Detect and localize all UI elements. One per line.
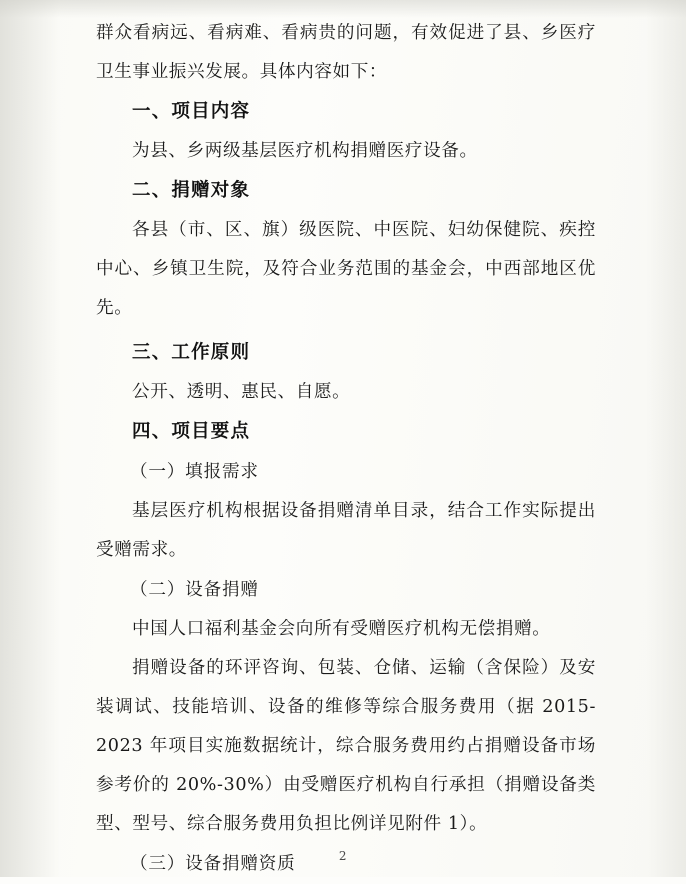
paragraph-intro: 群众看病远、看病难、看病贵的问题，有效促进了县、乡医疗卫生事业振兴发展。具体内容如下： [96,23,596,82]
scan-shadow-right [646,0,686,877]
scan-shadow-left [0,0,60,877]
heading-section-3: 三、工作原则 [132,342,251,363]
document-body [96,14,596,874]
page-number: 2 [338,849,348,863]
subheading-4-2: （二）设备捐赠 [130,580,259,600]
heading-section-2: 二、捐赠对象 [132,180,251,201]
paragraph-section-2-body: 各县（市、区、旗）级医院、中医院、妇幼保健院、疾控中心、乡镇卫生院，及符合业务范围的基金会，中西部地区优先。 [96,220,596,318]
paragraph-section-3-body: 公开、透明、惠民、自愿。 [132,382,351,402]
paragraph-4-2-body-1: 中国人口福利基金会向所有受赠医疗机构无偿捐赠。 [132,619,551,639]
paragraph-section-1-body: 为县、乡两级基层医疗机构捐赠医疗设备。 [132,141,478,161]
heading-section-4: 四、项目要点 [132,421,251,442]
subheading-4-3: （三）设备捐赠资质 [130,854,296,874]
subheading-4-1: （一）填报需求 [130,462,259,482]
paragraph-4-2-body-2: 捐赠设备的环评咨询、包装、仓储、运输（含保险）及安装调试、技能培训、设备的维修等综合服务费用（据 2015-2023 年项目实施数据统计，综合服务费用约占捐赠设备市场参考价的 20%-30%）由受赠医疗机构自行承担（捐赠设备类型、型号、综合服务费用负担比例详见附件 1）。 [96,658,596,834]
heading-section-1: 一、项目内容 [132,101,251,122]
paragraph-4-1-body: 基层医疗机构根据设备捐赠清单目录，结合工作实际提出受赠需求。 [96,501,596,560]
